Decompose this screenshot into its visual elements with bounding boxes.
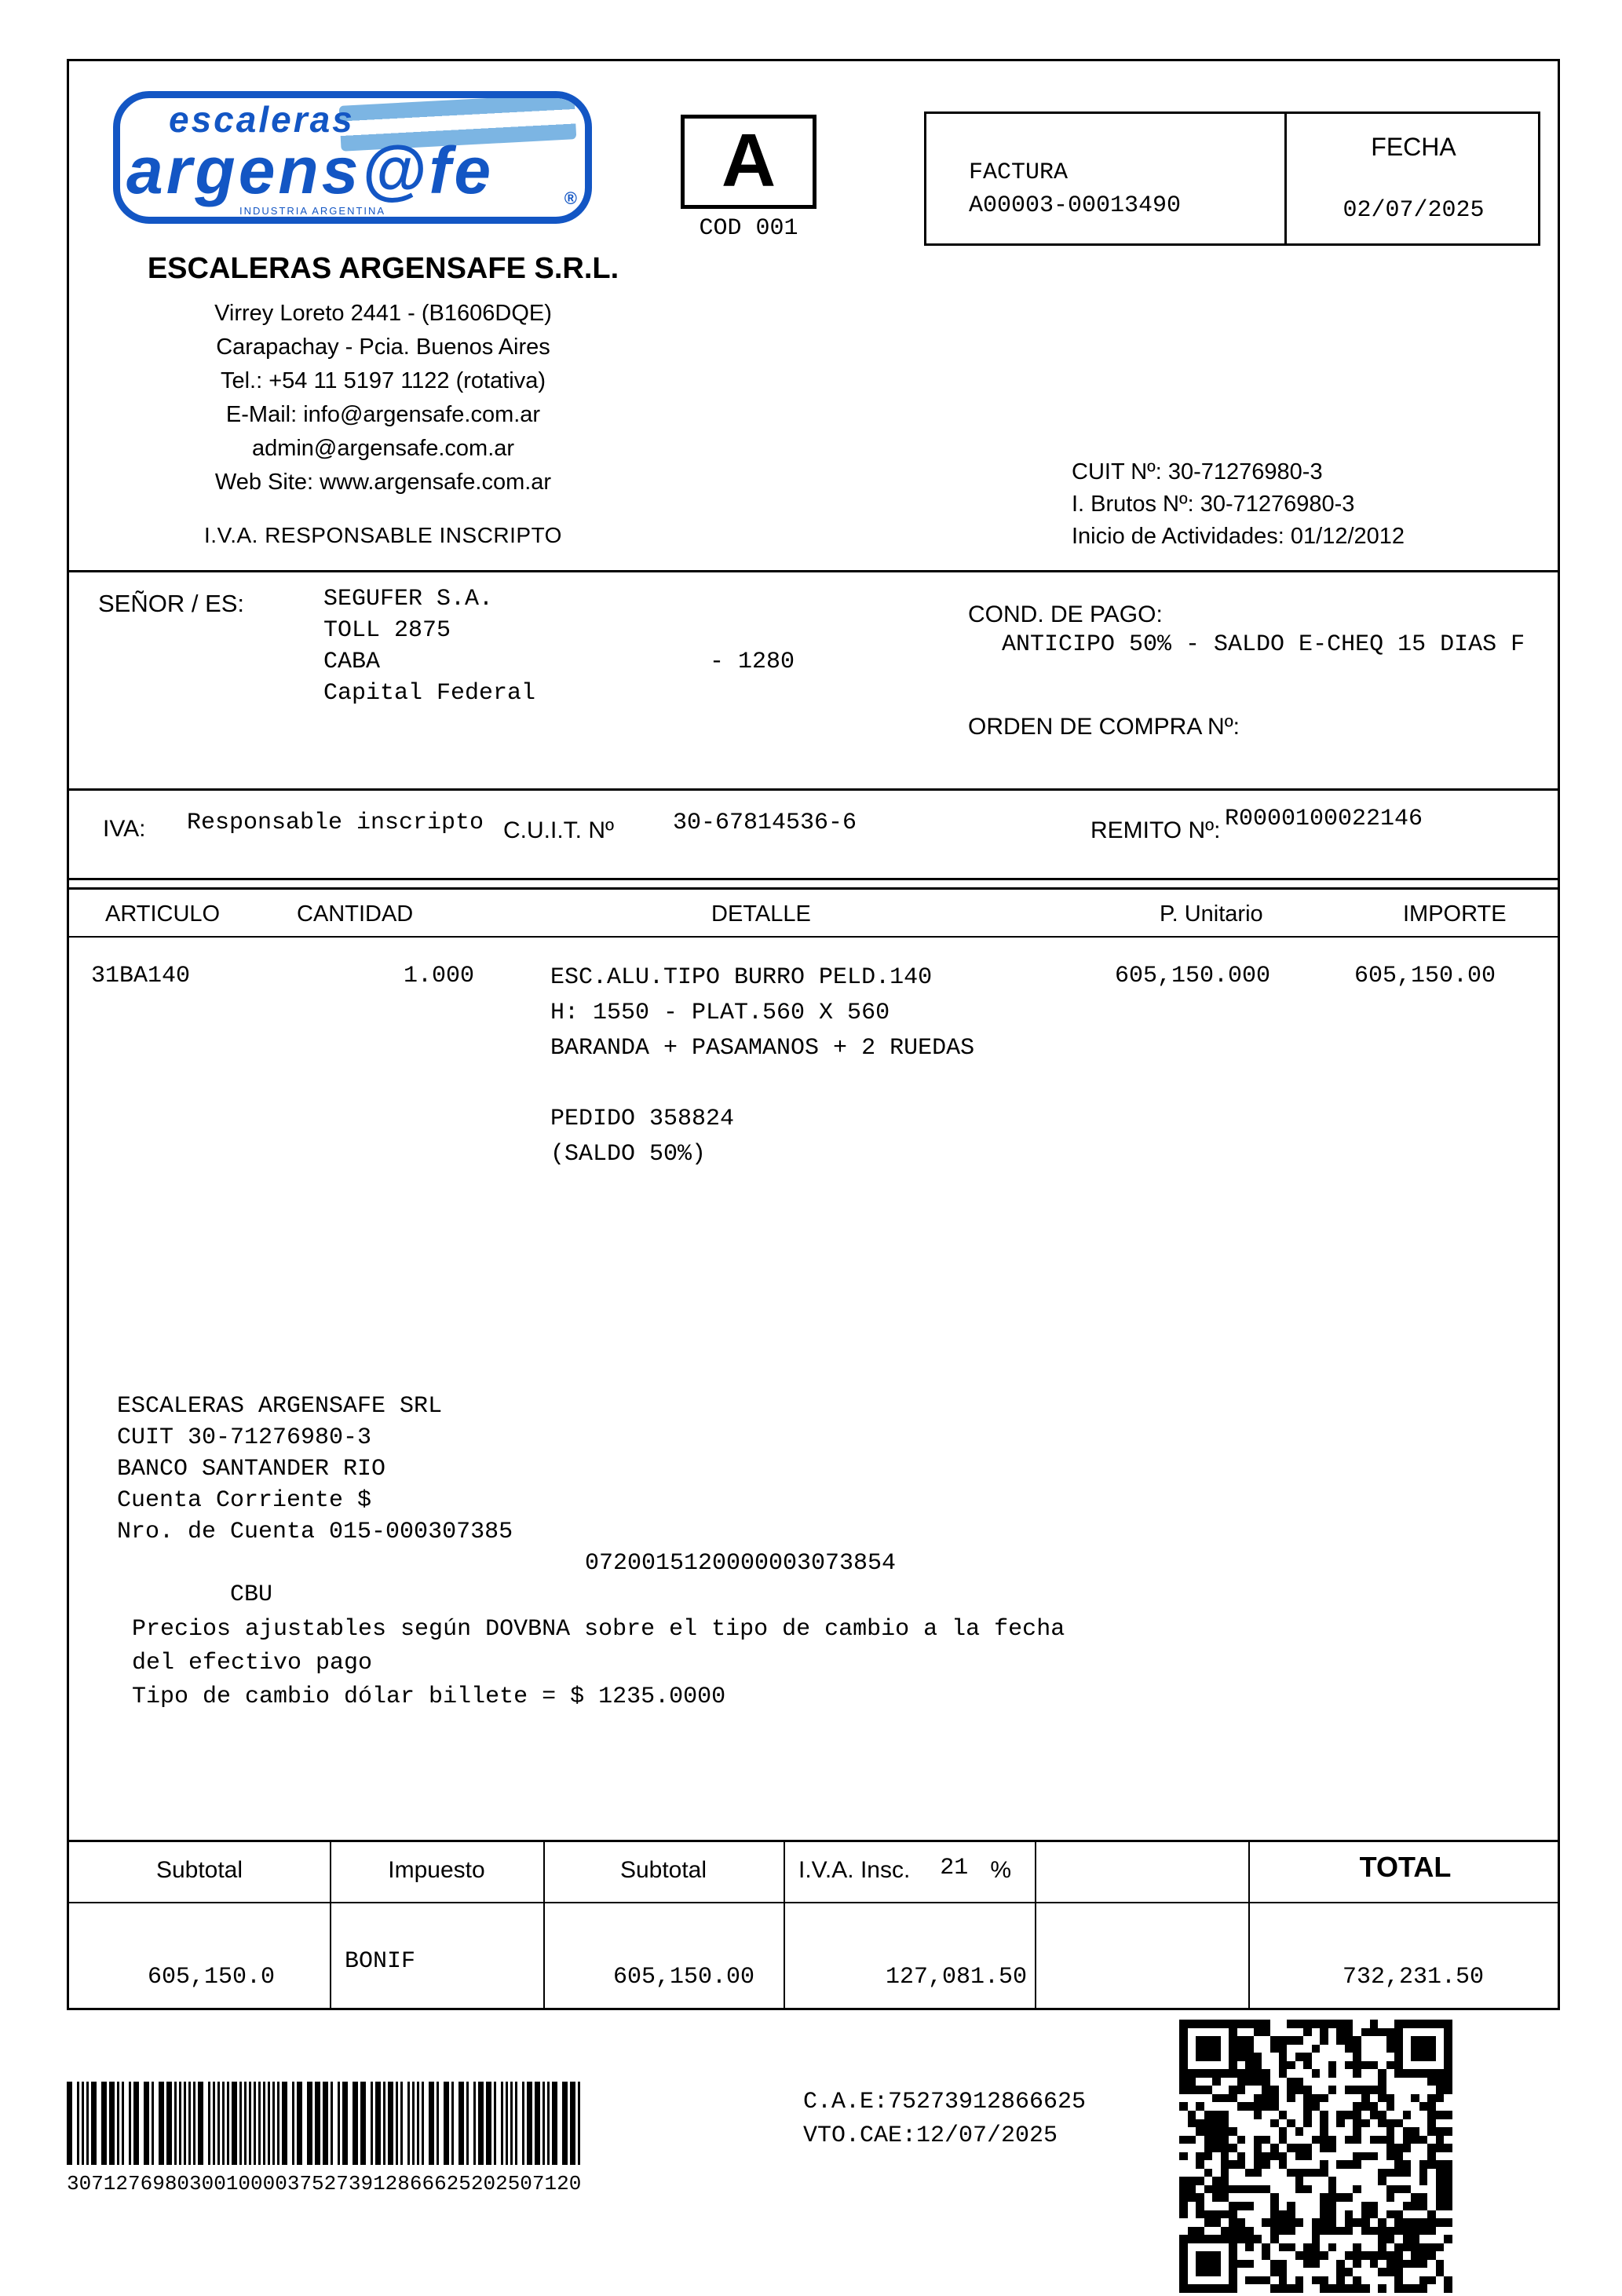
address-line: Web Site: www.argensafe.com.ar <box>214 470 552 495</box>
company-cuit: CUIT Nº: 30-71276980-3 <box>1072 459 1323 484</box>
invoice-letter-box: A <box>681 115 816 209</box>
bank-info-block <box>117 1391 897 1608</box>
iva-insc-header <box>798 1857 1011 1885</box>
company-logo <box>113 91 592 224</box>
item-p-unitario: 605,150.000 <box>1114 963 1270 989</box>
invoice-number: A00003-00013490 <box>969 192 1182 219</box>
subtotal2-label: Subtotal <box>619 1857 707 1883</box>
col-header-cantidad: CANTIDAD <box>297 901 414 927</box>
cae-due-date: VTO.CAE:12/07/2025 <box>803 2122 1058 2149</box>
detalle-line: BARANDA + PASAMANOS + 2 RUEDAS <box>550 1035 975 1062</box>
item-importe: 605,150.00 <box>1353 963 1496 989</box>
table-header-top-line <box>69 887 1558 890</box>
detalle-line: (SALDO 50%) <box>550 1141 707 1168</box>
separator-line <box>69 570 1558 572</box>
note-line: del efectivo pago <box>132 1650 373 1676</box>
senor-label: SEÑOR / ES: <box>98 590 245 617</box>
totals-table <box>69 1840 1558 2008</box>
fecha-label: FECHA <box>1371 133 1456 161</box>
cond-pago-value: ANTICIPO 50% - SALDO E-CHEQ 15 DIAS F <box>1002 631 1525 658</box>
totals-divider-line <box>69 1902 1558 1903</box>
company-address-block <box>69 297 697 499</box>
bank-line: Nro. de Cuenta 015-000307385 <box>117 1519 513 1545</box>
company-iva-status: I.V.A. RESPONSABLE INSCRIPTO <box>204 523 562 547</box>
cae-number: C.A.E:75273912866625 <box>803 2089 1087 2115</box>
invoice-cod: COD 001 <box>699 215 798 242</box>
total-label: TOTAL <box>1359 1851 1452 1883</box>
item-cantidad: 1.000 <box>403 963 474 989</box>
bank-cbu-line <box>117 1548 897 1608</box>
address-line: Tel.: +54 11 5197 1122 (rotativa) <box>220 368 546 393</box>
item-articulo: 31BA140 <box>91 963 191 989</box>
cond-pago-label: COND. DE PAGO: <box>968 601 1163 627</box>
customer-iva-label: IVA: <box>103 816 146 842</box>
afip-qr-code <box>1179 2020 1452 2293</box>
logo-escaleras-text: escaleras <box>169 99 355 140</box>
impuesto-label: Impuesto <box>388 1857 485 1883</box>
detalle-line: PEDIDO 358824 <box>550 1106 735 1132</box>
customer-street: TOLL 2875 <box>323 617 451 644</box>
customer-cuit-label: C.U.I.T. Nº <box>503 817 614 843</box>
item-detalle <box>550 960 974 1172</box>
totals-column-line <box>784 1840 785 2008</box>
price-notes-block <box>132 1613 1065 1714</box>
address-line: Carapachay - Pcia. Buenos Aires <box>216 335 550 360</box>
fecha-value: 02/07/2025 <box>1343 197 1485 224</box>
address-line: Virrey Loreto 2441 - (B1606DQE) <box>214 301 552 326</box>
address-line: E-Mail: info@argensafe.com.ar <box>225 402 541 427</box>
totals-column-line <box>1035 1840 1036 2008</box>
col-header-detalle: DETALLE <box>711 901 811 927</box>
logo-wordmark: argens@fe <box>126 133 495 207</box>
col-header-articulo: ARTICULO <box>105 901 221 927</box>
company-tax-block <box>1072 456 1405 553</box>
remito-value: R0000100022146 <box>1225 806 1423 832</box>
company-ing-brutos: I. Brutos Nº: 30-71276980-3 <box>1072 492 1355 517</box>
cae-barcode <box>67 2082 583 2165</box>
company-inicio-actividades: Inicio de Actividades: 01/12/2012 <box>1072 524 1405 549</box>
iva-amount-value: 127,081.50 <box>885 1964 1027 1991</box>
cbu-label: CBU <box>230 1581 273 1608</box>
customer-city: CABA <box>323 649 381 675</box>
logo-tagline: INDUSTRIA ARGENTINA <box>239 205 386 217</box>
iva-rate: 21 <box>940 1855 969 1881</box>
detalle-line <box>550 1066 974 1102</box>
percent-sign: % <box>990 1857 1011 1883</box>
remito-label: REMITO Nº: <box>1090 817 1221 843</box>
invoice-number-box <box>924 112 1540 246</box>
cbu-value: 0720015120000003073854 <box>585 1550 897 1577</box>
detalle-line: H: 1550 - PLAT.560 X 560 <box>550 1000 890 1026</box>
table-header-bottom-line <box>69 936 1558 938</box>
bank-line: Cuenta Corriente $ <box>117 1487 372 1514</box>
bank-line: CUIT 30-71276980-3 <box>117 1424 372 1451</box>
impuesto-value: BONIF <box>345 1948 416 1975</box>
totals-top-line <box>69 1840 1558 1842</box>
bank-line: ESCALERAS ARGENSAFE SRL <box>117 1393 443 1420</box>
invoice-frame <box>67 59 1560 2010</box>
barcode-digits: 307127698030010000375273912866625202507120 <box>67 2172 582 2195</box>
table-header-top-line <box>69 878 1558 880</box>
customer-postal: - 1280 <box>710 649 795 675</box>
separator-line <box>69 788 1558 791</box>
customer-cuit-value: 30-67814536-6 <box>673 810 857 836</box>
company-name: ESCALERAS ARGENSAFE S.R.L. <box>147 252 619 285</box>
address-line: admin@argensafe.com.ar <box>251 436 515 461</box>
note-line: Precios ajustables según DOVBNA sobre el tipo de cambio a la fecha <box>132 1616 1065 1643</box>
bank-line: BANCO SANTANDER RIO <box>117 1456 386 1483</box>
note-line: Tipo de cambio dólar billete = $ 1235.0000 <box>132 1684 726 1710</box>
col-header-importe: IMPORTE <box>1403 901 1507 927</box>
registered-trademark-icon: ® <box>564 188 577 208</box>
invoice-type-label: FACTURA <box>969 159 1069 186</box>
total-value: 732,231.50 <box>1342 1964 1484 1991</box>
orden-compra-label: ORDEN DE COMPRA Nº: <box>968 714 1240 740</box>
subtotal1-label: Subtotal <box>155 1857 243 1883</box>
customer-iva-value: Responsable inscripto <box>187 810 484 836</box>
iva-insc-label: I.V.A. Insc. <box>798 1857 911 1883</box>
subtotal1-value: 605,150.0 <box>147 1964 275 1991</box>
col-header-p-unitario: P. Unitario <box>1160 901 1263 927</box>
customer-name: SEGUFER S.A. <box>323 586 494 612</box>
detalle-line: ESC.ALU.TIPO BURRO PELD.140 <box>550 964 933 991</box>
subtotal2-value: 605,150.00 <box>612 1964 754 1991</box>
customer-province: Capital Federal <box>323 680 536 707</box>
